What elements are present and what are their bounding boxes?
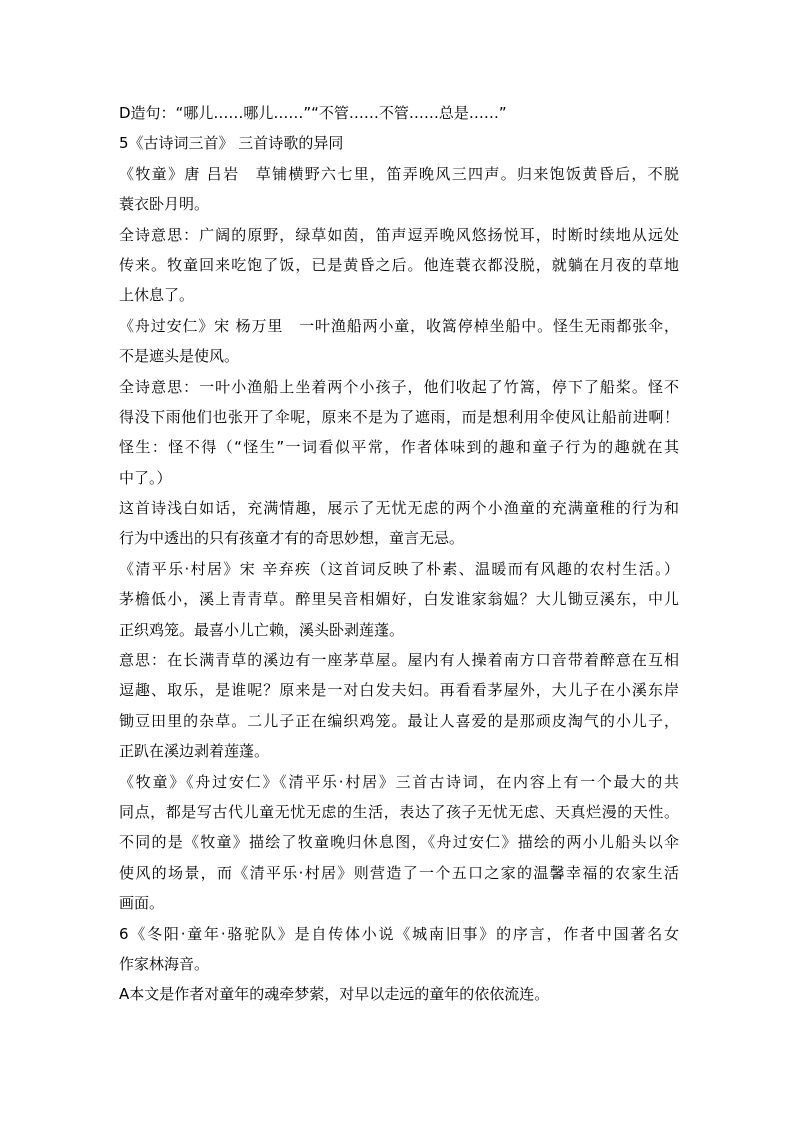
text-line: 茅檐低小，溪上青青草。醉里吴音相媚好，白发谁家翁媪？大儿锄豆溪东，中儿	[119, 590, 679, 609]
text-line: 意思：在长满青草的溪边有一座茅草屋。屋内有人操着南方口音带着醉意在互相	[119, 651, 679, 670]
text-line: 《牧童》唐 吕岩 草铺横野六七里，笛弄晚风三四声。归来饱饭黄昏后，不脱	[119, 164, 679, 183]
text-line: 全诗意思：广阔的原野，绿草如茵，笛声逗弄晚风悠扬悦耳，时断时续地从远处	[119, 225, 679, 244]
text-line: 行为中透出的只有孩童才有的奇思妙想，童言无忌。	[119, 529, 465, 548]
text-line: 画面。	[119, 894, 165, 913]
text-line: 5《古诗词三首》 三首诗歌的异同	[119, 134, 344, 153]
text-line: 上休息了。	[119, 286, 195, 305]
text-line: 怪生：怪不得（“怪生”一词看似平常，作者体味到的趣和童子行为的趣就在其	[119, 438, 679, 457]
text-line: 逗趣、取乐，是谁呢？原来是一对白发夫妇。再看看茅屋外，大儿子在小溪东岸	[119, 681, 679, 700]
text-line: 正织鸡笼。最喜小儿亡赖，溪头卧剥莲蓬。	[119, 620, 405, 639]
text-line: 蓑衣卧月明。	[119, 195, 210, 214]
text-line: 不是遮头是使风。	[119, 347, 240, 366]
text-line: 这首诗浅白如话，充满情趣，展示了无忧无虑的两个小渔童的充满童稚的行为和	[119, 499, 679, 518]
text-line: 中了。）	[119, 468, 172, 487]
text-line: 得没下雨他们也张开了伞呢，原来不是为了遮雨，而是想利用伞使风让船前进啊！	[119, 407, 679, 426]
text-line: A本文是作者对童年的魂牵梦萦，对早以走远的童年的依依流连。	[119, 985, 550, 1004]
text-line: 锄豆田里的杂草。二儿子正在编织鸡笼。最让人喜爱的是那顽皮淘气的小儿子，	[119, 711, 679, 730]
text-line: 全诗意思：一叶小渔船上坐着两个小孩子，他们收起了竹篙，停下了船桨。怪不	[119, 377, 679, 396]
text-line: 《牧童》《舟过安仁》《清平乐·村居》三首古诗词，在内容上有一个最大的共	[119, 772, 679, 791]
text-line: 6《冬阳·童年·骆驼队》是自传体小说《城南旧事》的序言，作者中国著名女	[119, 924, 679, 943]
text-line: 不同的是《牧童》描绘了牧童晚归休息图，《舟过安仁》描绘的两小儿船头以伞	[119, 833, 679, 852]
text-line: 正趴在溪边剥着莲蓬。	[119, 742, 270, 761]
text-line: 使风的场景，而《清平乐·村居》则营造了一个五口之家的温馨幸福的农家生活	[119, 863, 679, 882]
text-line: 《舟过安仁》宋 杨万里 一叶渔船两小童，收篙停棹坐船中。怪生无雨都张伞，	[119, 316, 679, 335]
text-line: 传来。牧童回来吃饱了饭，已是黄昏之后。他连蓑衣都没脱，就躺在月夜的草地	[119, 255, 679, 274]
text-line: 同点，都是写古代儿童无忧无虑的生活，表达了孩子无忧无虑、天真烂漫的天性。	[119, 802, 679, 821]
text-line: 作家林海音。	[119, 954, 210, 973]
text-line: 《清平乐·村居》宋 辛弃疾（这首词反映了朴素、温暖而有风趣的农村生活。）	[119, 559, 679, 578]
text-line: D造句：“哪儿……哪儿……”“不管……不管……总是……”	[119, 104, 507, 122]
document-body	[119, 98, 679, 1010]
